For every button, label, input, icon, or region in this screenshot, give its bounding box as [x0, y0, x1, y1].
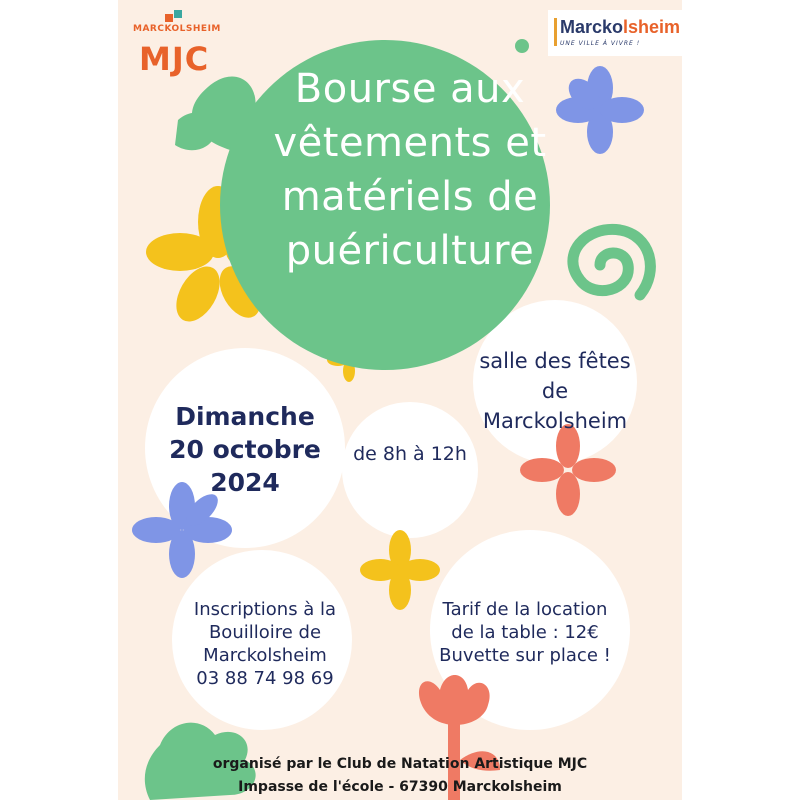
tarif-line-3: Buvette sur place ! [439, 645, 611, 666]
mjc-logo [133, 10, 225, 80]
title-line-2: vêtements et [273, 120, 547, 166]
inscriptions-line-3: Marckolsheim [203, 645, 327, 666]
phone-number: 03 88 74 98 69 [196, 668, 334, 689]
tarif-info [420, 598, 630, 667]
venue-line-2: de [541, 379, 569, 403]
inscriptions-line-1: Inscriptions à la [193, 599, 337, 620]
tarif-line-2: de la table : 12€ [451, 622, 599, 643]
town-name [560, 17, 680, 38]
logo-bar [554, 18, 557, 46]
venue-line-1: salle des fêtes [479, 349, 631, 373]
mjc-name: MJC [139, 40, 210, 78]
town-tagline: UNE VILLE À VIVRE ! [560, 40, 641, 47]
event-title [250, 62, 570, 278]
green-dot [515, 39, 529, 53]
marckolsheim-logo [548, 10, 682, 56]
date-line-3: 2024 [210, 468, 280, 497]
date-line-1: Dimanche [175, 402, 315, 431]
hours-circle [342, 402, 478, 538]
address-text: Impasse de l'école - 67390 Marckolsheim [238, 779, 562, 795]
venue-line-3: Marckolsheim [482, 409, 628, 433]
mjc-arc-text: MARCKOLSHEIM [133, 24, 221, 34]
event-hours: de 8h à 12h [353, 443, 467, 465]
tarif-line-1: Tarif de la location [442, 599, 608, 620]
organizer-text: organisé par le Club de Natation Artistique MJC [212, 756, 588, 772]
title-line-3: matériels de [281, 174, 539, 220]
inscriptions-info [180, 598, 350, 690]
inscriptions-line-2: Bouilloire de [208, 622, 322, 643]
town-name-a: Marcko [560, 17, 624, 37]
event-venue [460, 346, 650, 436]
date-line-2: 20 octobre [169, 435, 321, 464]
title-line-1: Bourse aux [294, 66, 526, 112]
green-spiral-shape [573, 229, 651, 295]
title-line-4: puériculture [285, 228, 535, 274]
event-date [150, 400, 340, 499]
town-name-b: lsheim [623, 17, 681, 37]
